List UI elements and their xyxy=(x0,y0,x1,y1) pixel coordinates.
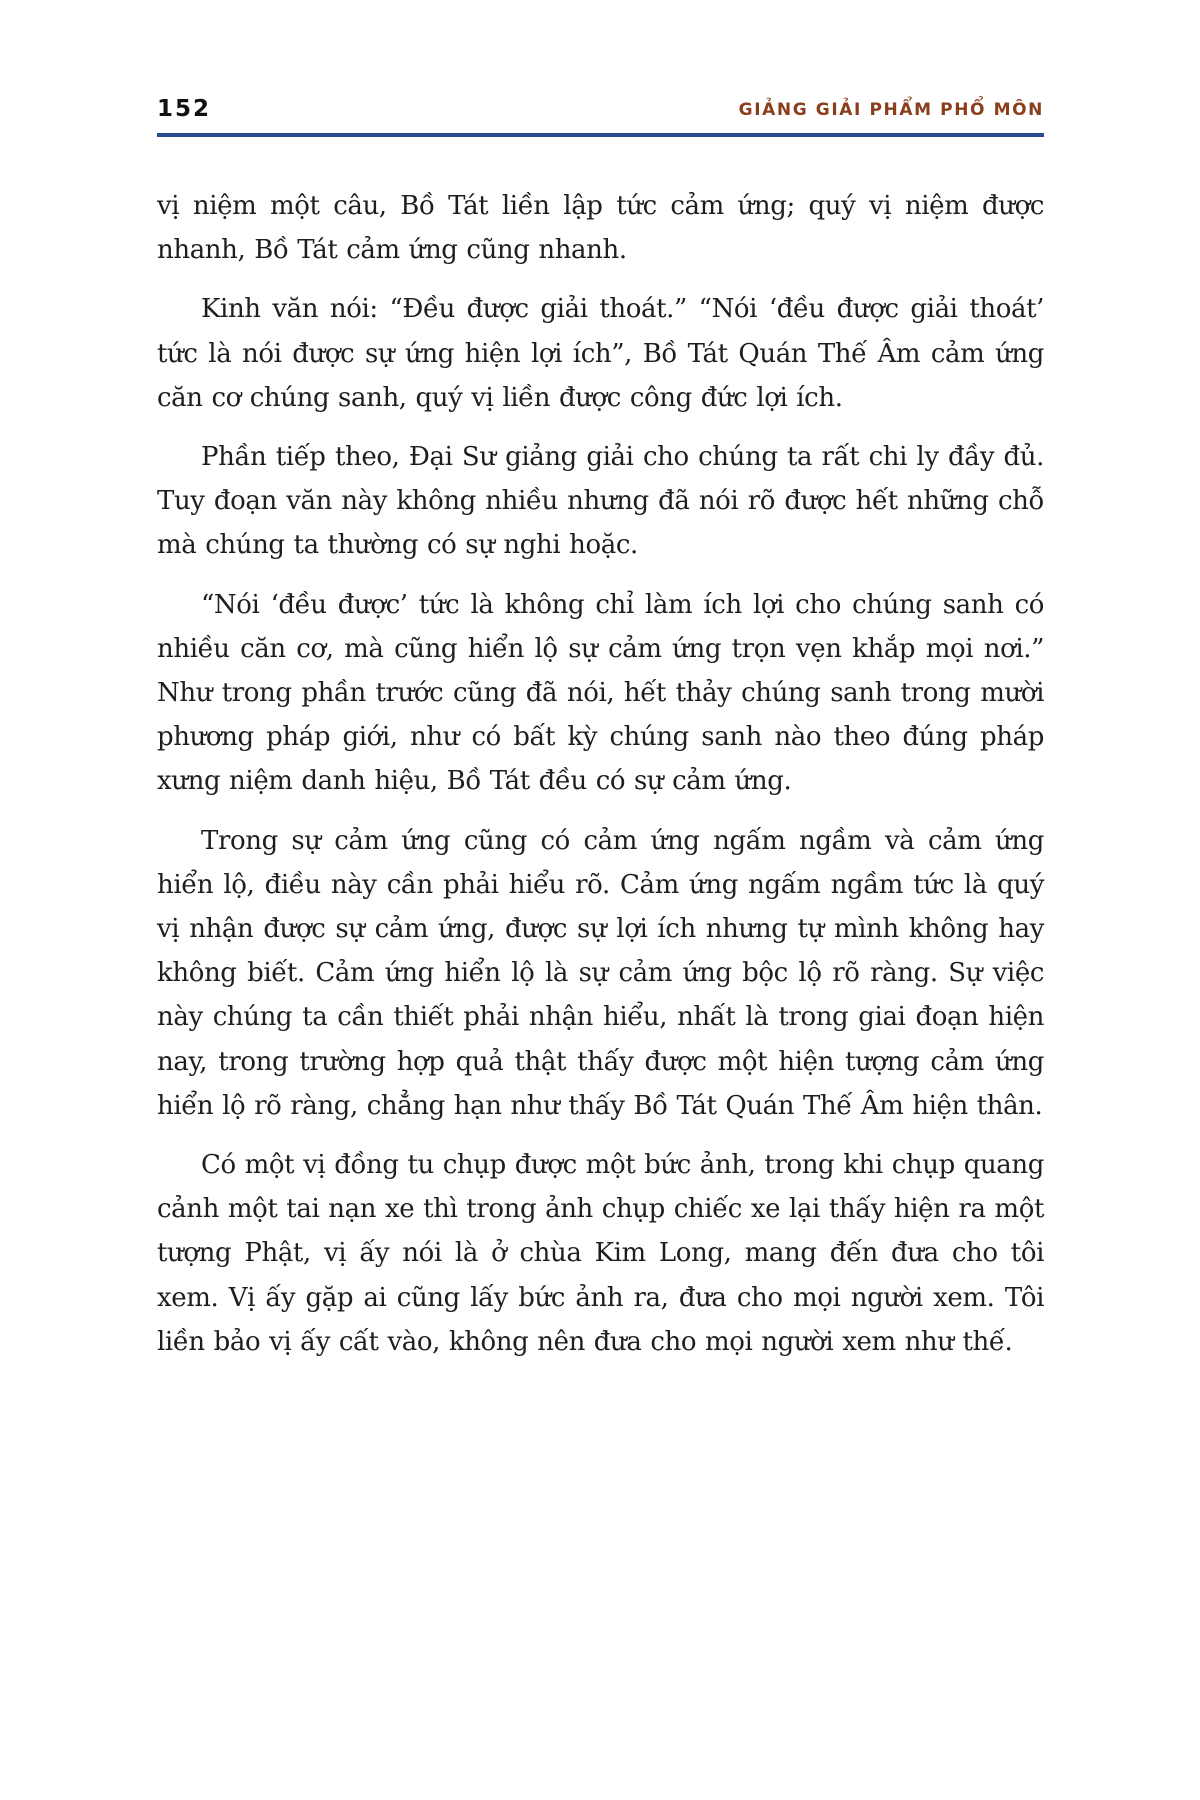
header-rule xyxy=(157,133,1044,137)
paragraph: Kinh văn nói: “Đều được giải thoát.” “Nói ‘đều được giải thoát’ tức là nói được sự ứng hiện lợi ích”, Bồ Tát Quán Thế Âm cảm ứng căn cơ chúng sanh, quý vị liền được công đức lợi ích. xyxy=(157,294,1044,413)
book-title: GIẢNG GIẢI PHẨM PHỔ MÔN xyxy=(738,100,1044,120)
page-number: 152 xyxy=(157,96,212,122)
paragraph: Có một vị đồng tu chụp được một bức ảnh, trong khi chụp quang cảnh một tai nạn xe thì trong ảnh chụp chiếc xe lại thấy hiện ra một tượng Phật, vị ấy nói là ở chùa Kim Long, mang đến đưa cho tôi xem. Vị ấy gặp ai cũng lấy bức ảnh ra, đưa cho mọi người xem. Tôi liền bảo vị ấy cất vào, không nên đưa cho mọi người xem như thế. xyxy=(157,1150,1044,1357)
paragraph: Phần tiếp theo, Đại Sư giảng giải cho chúng ta rất chi ly đầy đủ. Tuy đoạn văn này không nhiều nhưng đã nói rõ được hết những chỗ mà chúng ta thường có sự nghi hoặc. xyxy=(157,442,1044,561)
body-text xyxy=(157,184,1044,1379)
paragraph: Trong sự cảm ứng cũng có cảm ứng ngấm ngầm và cảm ứng hiển lộ, điều này cần phải hiểu rõ. Cảm ứng ngấm ngầm tức là quý vị nhận được sự cảm ứng, được sự lợi ích nhưng tự mình không hay không biết. Cảm ứng hiển lộ là sự cảm ứng bộc lộ rõ ràng. Sự việc này chúng ta cần thiết phải nhận hiểu, nhất là trong giai đoạn hiện nay, trong trường hợp quả thật thấy được một hiện tượng cảm ứng hiển lộ rõ ràng, chẳng hạn như thấy Bồ Tát Quán Thế Âm hiện thân. xyxy=(157,825,1044,1121)
paragraph-continued: vị niệm một câu, Bồ Tát liền lập tức cảm ứng; quý vị niệm được nhanh, Bồ Tát cảm ứng cũng nhanh. xyxy=(157,191,1044,266)
running-header xyxy=(157,96,1044,126)
paragraph: “Nói ‘đều được’ tức là không chỉ làm ích lợi cho chúng sanh có nhiều căn cơ, mà cũng hiển lộ sự cảm ứng trọn vẹn khắp mọi nơi.” Như trong phần trước cũng đã nói, hết thảy chúng sanh trong mười phương pháp giới, như có bất kỳ chúng sanh nào theo đúng pháp xưng niệm danh hiệu, Bồ Tát đều có sự cảm ứng. xyxy=(157,589,1044,797)
